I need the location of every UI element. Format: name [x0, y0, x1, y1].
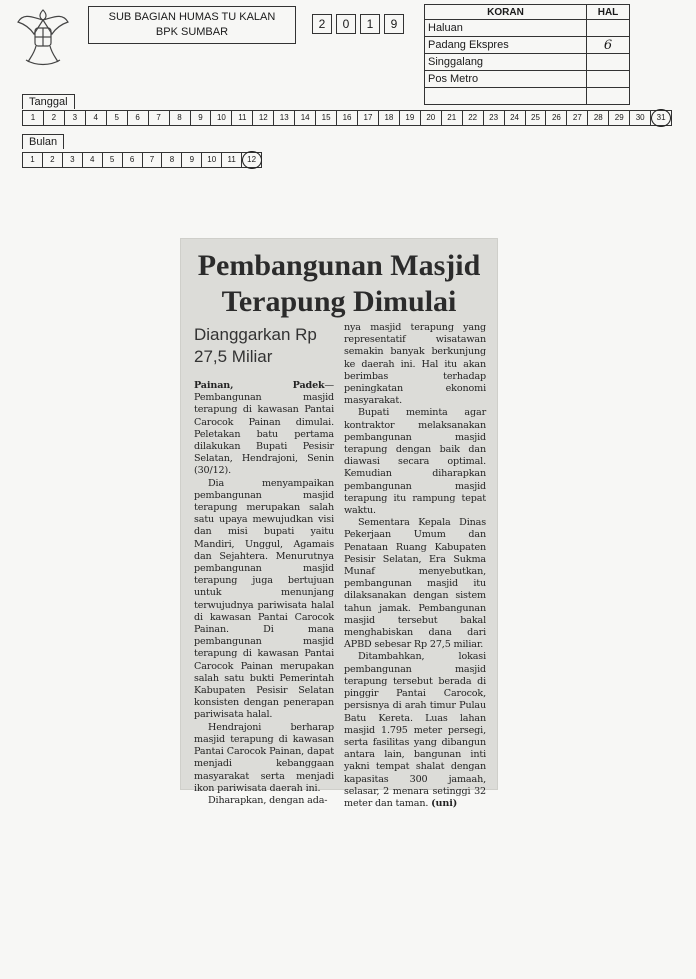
- strip-cell: 23: [484, 111, 505, 125]
- strip-cell: 19: [400, 111, 421, 125]
- table-row: [425, 37, 630, 54]
- strip-cell: 28: [588, 111, 609, 125]
- newspaper-name: Haluan: [425, 20, 587, 37]
- strip-cell: 13: [274, 111, 295, 125]
- newspaper-name: Pos Metro: [425, 71, 587, 88]
- strip-cell: 7: [149, 111, 170, 125]
- table-row: [425, 71, 630, 88]
- garuda-emblem-icon: [14, 4, 72, 68]
- year-digit: 2: [312, 14, 332, 34]
- article-byline: (uni): [431, 797, 458, 809]
- strip-cell: 1: [23, 153, 43, 167]
- strip-cell: 10: [202, 153, 222, 167]
- strip-cell: 4: [83, 153, 103, 167]
- strip-cell: 15: [316, 111, 337, 125]
- tanggal-strip: [22, 110, 672, 126]
- office-line-1: SUB BAGIAN HUMAS TU KALAN: [108, 11, 276, 23]
- strip-cell: 29: [609, 111, 630, 125]
- koran-header: KORAN: [425, 5, 587, 20]
- table-row: [425, 54, 630, 71]
- strip-cell: 20: [421, 111, 442, 125]
- strip-cell: 2: [44, 111, 65, 125]
- page-number: 6: [587, 37, 630, 54]
- article-subhead: Dianggarkan Rp 27,5 Miliar: [194, 325, 317, 366]
- page-number: [587, 20, 630, 37]
- strip-cell: 8: [162, 153, 182, 167]
- page-number: [587, 71, 630, 88]
- article-column-left: [194, 380, 334, 807]
- article-paragraph: Dia menyampaikan pembangunan masjid terapung merupakan salah satu upaya mewujudkan visi dan misi bupati yaitu Mandiri, Unggul, Agamais dan Sejahtera. Menurutnya pembangunan masjid terapung juga bertujuan untuk menunjang terwujudnya pariwisata halal di kawasan Pantai Carocok Painan. Di mana pembangunan masjid terapung di kawasan Pantai Carocok Painan merupakan salah satu bukti Pemerintah Kabupaten Pesisir Selatan konsisten dengan penerapan pariwisata halal.: [194, 477, 334, 721]
- article-paragraph: Bupati meminta agar kontraktor melaksanakan pembangunan masjid terapung dengan baik dan diawasi secara optimal. Kemudian diharapkan pembangunan masjid terapung itu rampung tepat waktu.: [344, 407, 486, 517]
- article-paragraph: nya masjid terapung yang representatif wisatawan semakin banyak berkunjung ke daerah ini. Hal itu akan berimbas terhadap peningkatan ekonomi masyarakat.: [344, 322, 486, 407]
- strip-cell: 11: [222, 153, 242, 167]
- table-row: [425, 88, 630, 105]
- strip-cell: 3: [65, 111, 86, 125]
- office-line-2: BPK SUMBAR: [155, 26, 229, 38]
- year-digit: 9: [384, 14, 404, 34]
- article-headline: [180, 248, 498, 320]
- strip-cell: 6: [123, 153, 143, 167]
- strip-cell: 3: [63, 153, 83, 167]
- strip-cell: 25: [526, 111, 547, 125]
- year-digit: 1: [360, 14, 380, 34]
- office-label-box: [88, 6, 296, 44]
- strip-cell: 5: [107, 111, 128, 125]
- strip-cell: 22: [463, 111, 484, 125]
- strip-cell: 5: [103, 153, 123, 167]
- newspaper-table: [424, 4, 630, 105]
- headline-line-1: Pembangunan Masjid: [197, 249, 481, 282]
- page-number: [587, 54, 630, 71]
- newspaper-clipping: [180, 238, 498, 809]
- bulan-label: Bulan: [22, 134, 64, 149]
- strip-cell: 14: [295, 111, 316, 125]
- strip-cell: 9: [182, 153, 202, 167]
- article-paragraph: Ditambahkan, lokasi pembangunan masjid terapung tersebut berada di pinggir Pantai Carocok, persisnya di arah timur Pulau Batu Kereta. Luas lahan masjid 1.795 meter persegi, serta fasilitas yang dibangun antara lain, bangunan inti yakni tempat shalat dengan kapasitas 300 jamaah, selasar, 2 menara setinggi 32 meter dan taman.: [344, 651, 486, 809]
- strip-cell: 1: [23, 111, 44, 125]
- strip-cell: 9: [191, 111, 212, 125]
- newspaper-name: Padang Ekspres: [425, 37, 587, 54]
- hal-header: HAL: [587, 5, 630, 20]
- article-paragraph: Diharapkan, dengan ada-: [208, 794, 328, 806]
- strip-cell: 17: [358, 111, 379, 125]
- strip-cell: 11: [232, 111, 253, 125]
- strip-cell: 24: [505, 111, 526, 125]
- table-row: [425, 20, 630, 37]
- strip-cell: 12: [253, 111, 274, 125]
- bulan-strip: [22, 152, 262, 168]
- strip-cell: 31: [651, 111, 671, 125]
- strip-cell: 30: [630, 111, 651, 125]
- strip-cell: 12: [242, 153, 261, 167]
- article-paragraph: —Pembangunan masjid terapung di kawasan Pantai Carocok Painan dimulai. Peletakan batu pertama dilakukan Bupati Pesisir Selatan, Hendrajoni, Senin (30/12).: [194, 380, 334, 477]
- article-paragraph: Sementara Kepala Dinas Pekerjaan Umum dan Penataan Ruang Kabupaten Pesisir Selatan, Era Sukma Munaf menyebutkan, pembangunan masjid itu dilaksanakan dengan sistem tahun jamak. Pembangunan masjid tersebut bakal menghabiskan dana dari APBD sebesar Rp 27,5 miliar.: [344, 517, 486, 651]
- strip-cell: 10: [211, 111, 232, 125]
- strip-cell: 27: [567, 111, 588, 125]
- headline-line-2: Terapung Dimulai: [221, 285, 457, 318]
- strip-cell: 16: [337, 111, 358, 125]
- strip-cell: 6: [128, 111, 149, 125]
- tanggal-label: Tanggal: [22, 94, 75, 109]
- strip-cell: 2: [43, 153, 63, 167]
- strip-cell: 4: [86, 111, 107, 125]
- article-paragraph: Hendrajoni berharap masjid terapung di kawasan Pantai Carocok Painan, dapat menjadi kebanggaan masyarakat serta menjadi ikon pariwisata daerah ini.: [194, 721, 334, 794]
- newspaper-name: Singgalang: [425, 54, 587, 71]
- strip-cell: 18: [379, 111, 400, 125]
- strip-cell: 8: [170, 111, 191, 125]
- strip-cell: 7: [143, 153, 163, 167]
- strip-cell: 21: [442, 111, 463, 125]
- article-dateline: Painan, Padek: [194, 380, 325, 391]
- article-column-right: [344, 322, 486, 810]
- strip-cell: 26: [546, 111, 567, 125]
- year-digit: 0: [336, 14, 356, 34]
